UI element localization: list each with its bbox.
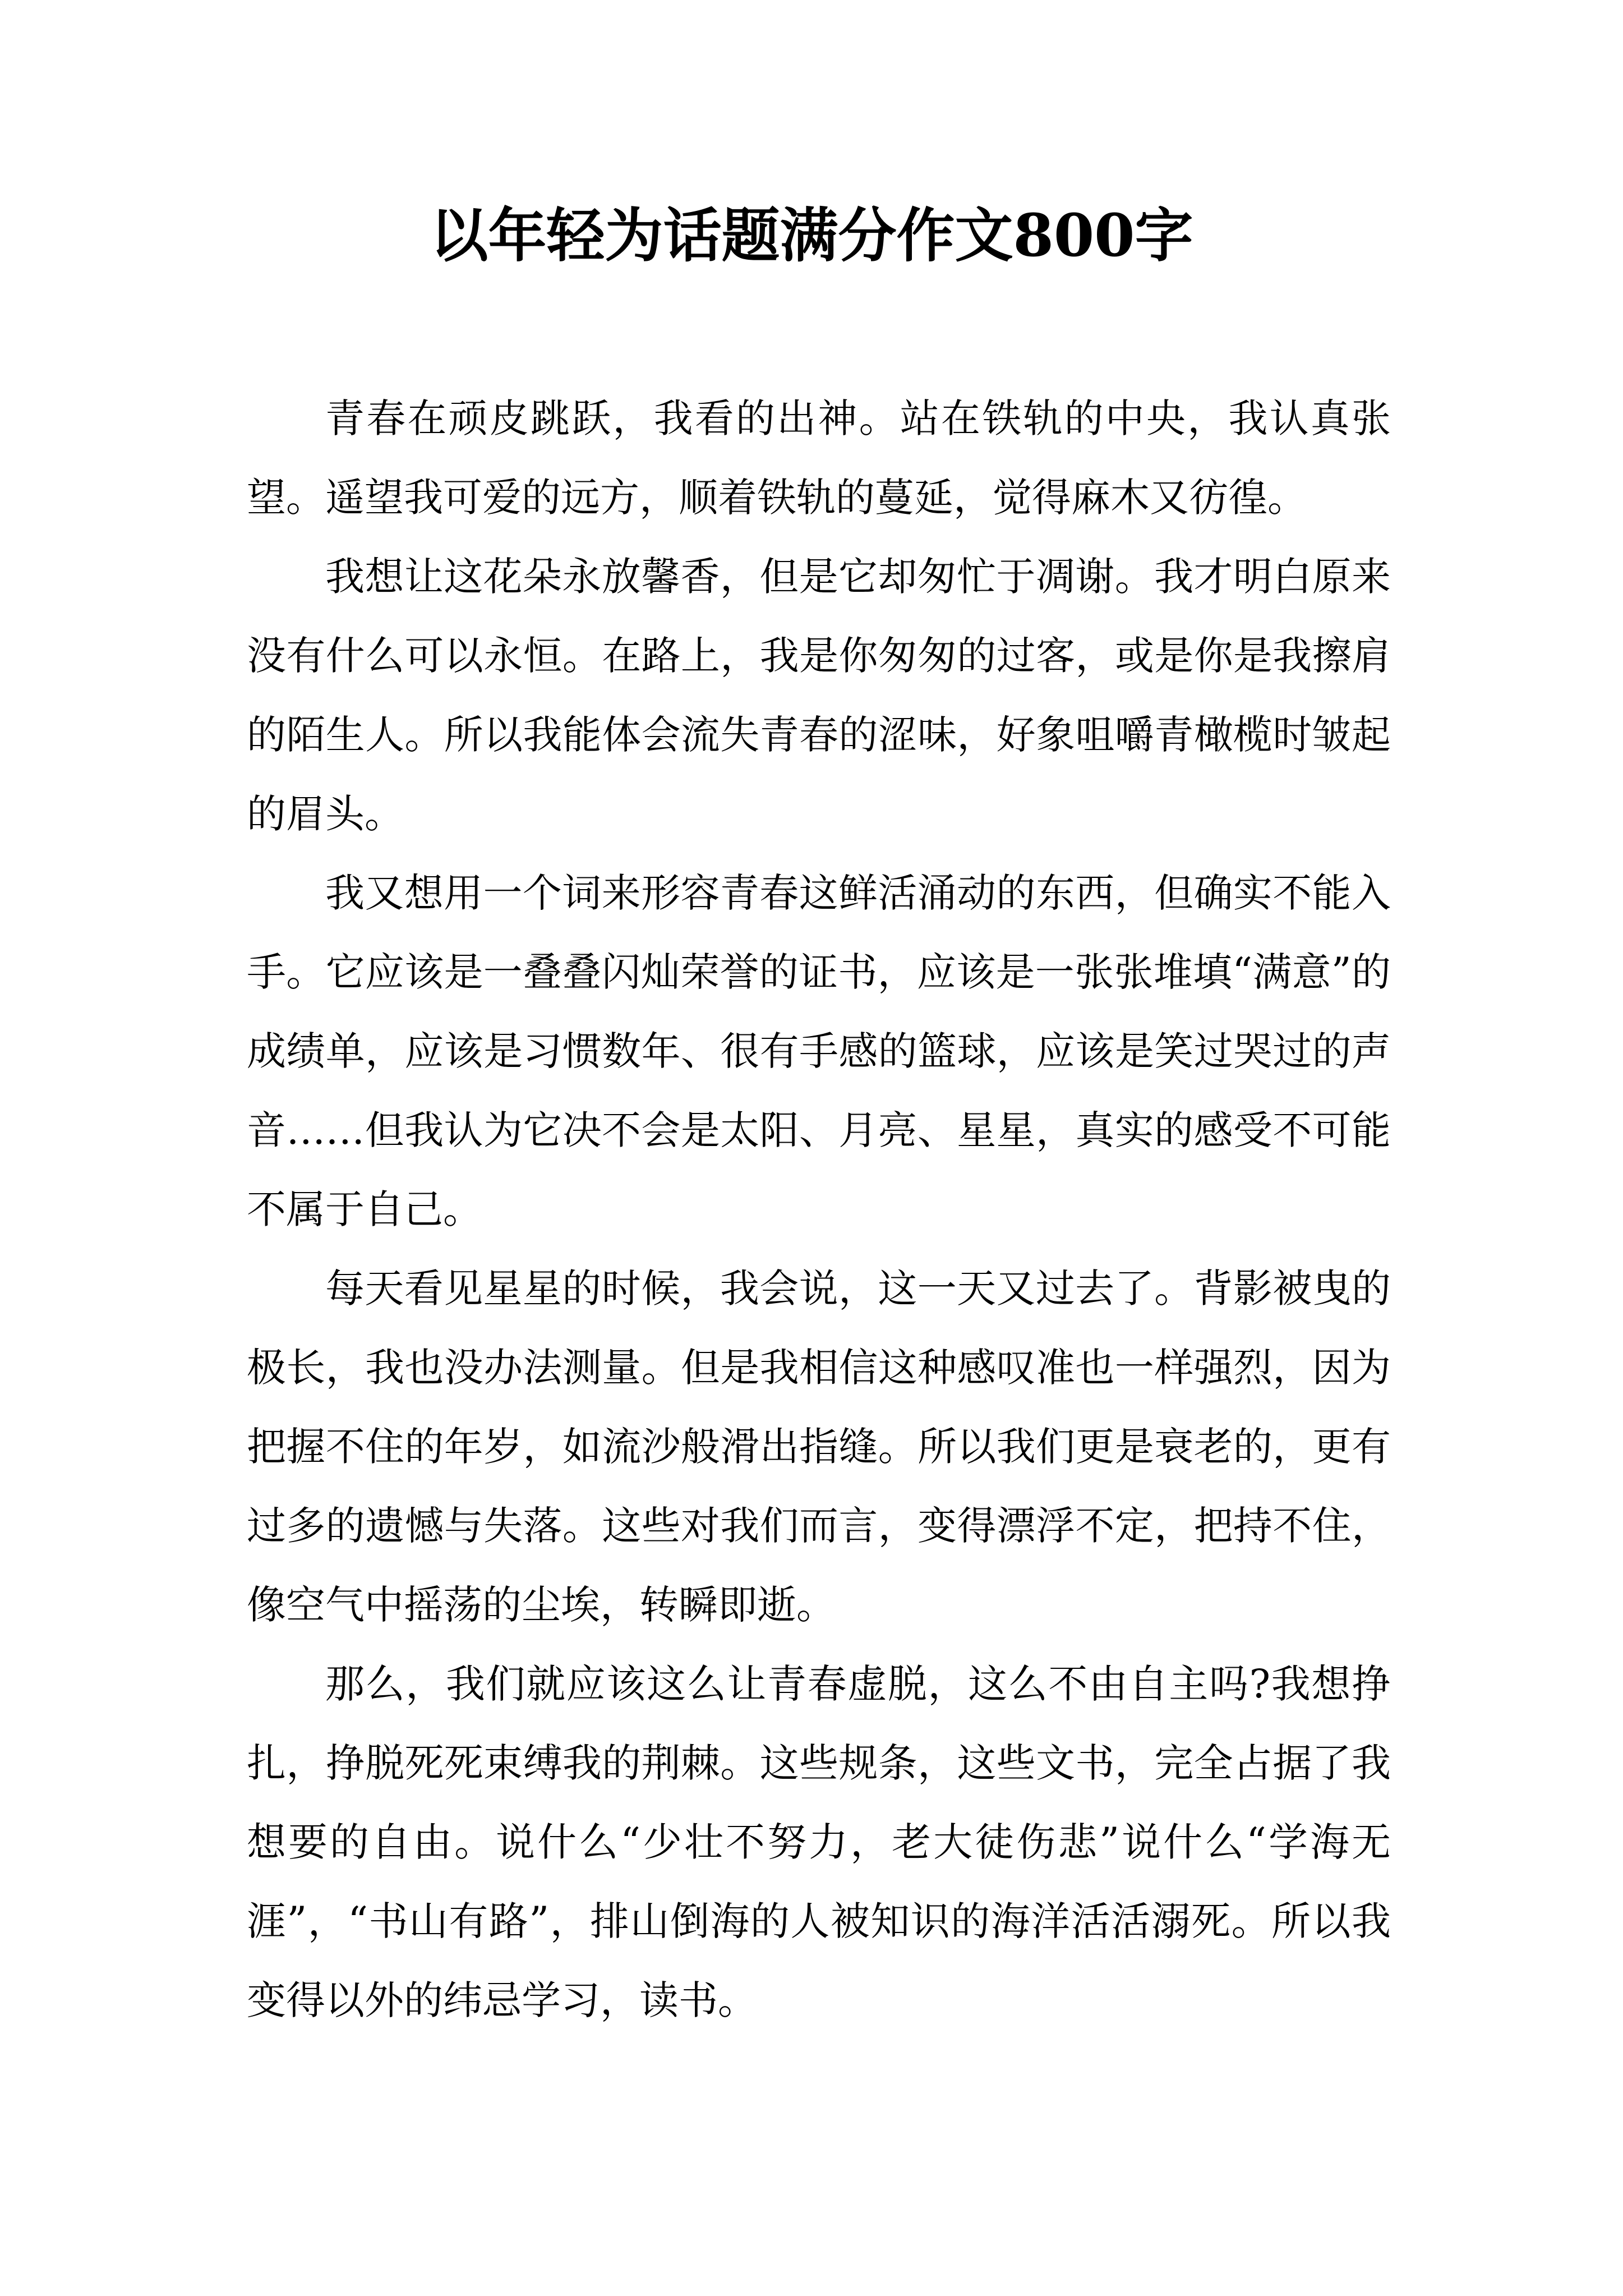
document-title: 以年轻为话题满分作文800字 [430, 201, 1193, 270]
paragraph: 我又想用一个词来形容青春这鲜活涌动的东西，但确实不能入手。它应该是一叠叠闪灿荣誉的证书，应该是一张张堆填“满意”的成绩单，应该是习惯数年、很有手感的篮球，应该是笑过哭过的声音……但我认为它决不会是太阳、月亮、星星，真实的感受不可能不属于自己。 [247, 870, 1391, 1232]
paragraph: 青春在顽皮跳跃，我看的出神。站在铁轨的中央，我认真张望。遥望我可爱的远方，顺着铁轨的蔓延，觉得麻木又彷徨。 [247, 395, 1391, 521]
paragraph: 那么，我们就应该这么让青春虚脱，这么不由自主吗?我想挣扎，挣脱死死束缚我的荆棘。这些规条，这些文书，完全占据了我想要的自由。说什么“少壮不努力，老大徒伤悲”说什么“学海无涯”，“书山有路”，排山倒海的人被知识的海洋活活溺死。所以我变得以外的纬忌学习，读书。 [247, 1661, 1391, 2023]
document-body [247, 379, 1391, 2040]
paragraph: 我想让这花朵永放馨香，但是它却匆忙于凋谢。我才明白原来没有什么可以永恒。在路上，我是你匆匆的过客，或是你是我擦肩的陌生人。所以我能体会流失青春的涩味，好象咀嚼青橄榄时皱起的眉头。 [247, 554, 1391, 837]
paragraph: 每天看见星星的时候，我会说，这一天又过去了。背影被曳的极长，我也没办法测量。但是我相信这种感叹准也一样强烈，因为把握不住的年岁，如流沙般滑出指缝。所以我们更是衰老的，更有过多的遗憾与失落。这些对我们而言，变得漂浮不定，把持不住，像空气中摇荡的尘埃，转瞬即逝。 [247, 1266, 1391, 1628]
